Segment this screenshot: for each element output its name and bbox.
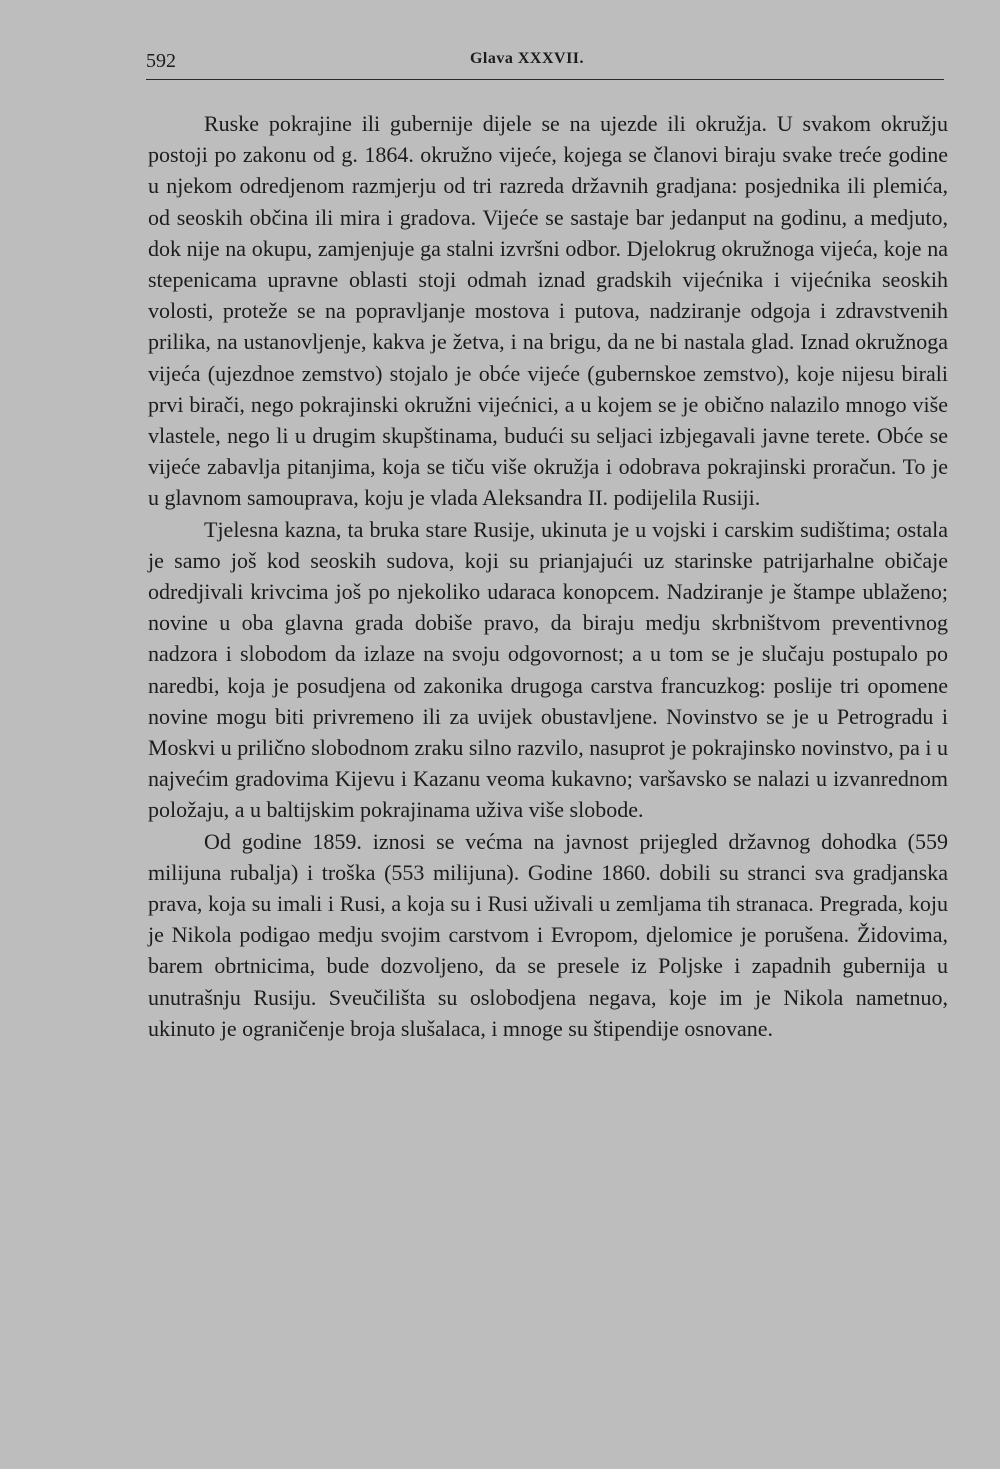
page-header [146, 44, 946, 84]
paragraph: Tjelesna kazna, ta bruka stare Rusije, ukinuta je u vojski i carskim sudištima; ostala je samo još kod seoskih sudova, koji su prianjajući uz starinske patrijarhalne običaje odredjivali krivcima još po njekoliko udaraca konopcem. Nadziranje je štampe ublaženo; novine u oba glavna grada dobiše pravo, da biraju medju skrbništvom preventivnog nadzora i slobodom da izlaze na svoju odgovornost; a u tom se je slučaju postupalo po naredbi, koja je posudjena od zakonika drugoga carstva francuzkog: poslije tri opomene novine mogu biti privremeno ili za uvijek obustavljene. Novinstvo se je u Petrogradu i Moskvi u prilično slobodnom zraku silno razvilo, nasuprot je pokrajinsko novinstvo, pa i u najvećim gradovima Kijevu i Kazanu veoma kukavno; varšavsko se nalazi u izvanrednom položaju, a u baltijskim pokrajinama uživa više slobode. [148, 516, 948, 823]
paragraph: Ruske pokrajine ili gubernije dijele se na ujezde ili okružja. U svakom okružju postoji po zakonu od g. 1864. okružno vijeće, kojega se članovi biraju svake treće godine u njekom odredjenom razmjerju od tri razreda državnih gradjana: posjednika ili plemića, od seoskih občina ili mira i gradova. Vijeće se sastaje bar jedanput na godinu, a medjuto, dok nije na okupu, zamjenjuje ga stalni izvršni odbor. Djelokrug okružnoga vijeća, koje na stepenicama upravne oblasti stoji odmah iznad gradskih vijećnika i vijećnika seoskih volosti, proteže se na popravljanje mostova i putova, nadziranje odgoja i zdravstvenih prilika, na ustanovljenje, kakva je žetva, i na brigu, da ne bi nastala glad. Iznad okružnoga vijeća (ujezdnoe zemstvo) stojalo je obće vijeće (gubernskoe zemstvo), koje nijesu birali prvi birači, nego pokrajinski okružni vijećnici, a u kojem se je obično nalazilo mnogo više vlastele, nego li u drugim skupštinama, budući su seljaci izbjegavali javne terete. Obće se vijeće zabavlja pitanjima, koja se tiču više okružja i odobrava pokrajinski proračun. To je u glavnom samouprava, koju je vlada Aleksandra II. podijelila Rusiji. [148, 111, 948, 511]
page-number: 592 [146, 50, 176, 72]
paragraph: Od godine 1859. iznosi se većma na javnost prijegled državnog dohodka (559 milijuna rubalja) i troška (553 milijuna). Godine 1860. dobili su stranci sva gradjanska prava, koja su imali i Rusi, a koja su i Rusi uživali u zemljama tih stranaca. Pregrada, koju je Nikola podigao medju svojim carstvom i Evropom, djelomice je porušena. Židovima, barem obrtnicima, bude dozvoljeno, da se presele iz Poljske i zapadnih gubernija u unutrašnju Rusiju. Sveučilišta su oslobodjena negava, koje im je Nikola nametnuo, ukinuto je ograničenje broja slušalaca, i mnoge su štipendije osnovane. [148, 828, 948, 1041]
header-rule [146, 79, 944, 80]
body-text [148, 108, 948, 1044]
running-head: Glava XXXVII. [469, 50, 585, 67]
